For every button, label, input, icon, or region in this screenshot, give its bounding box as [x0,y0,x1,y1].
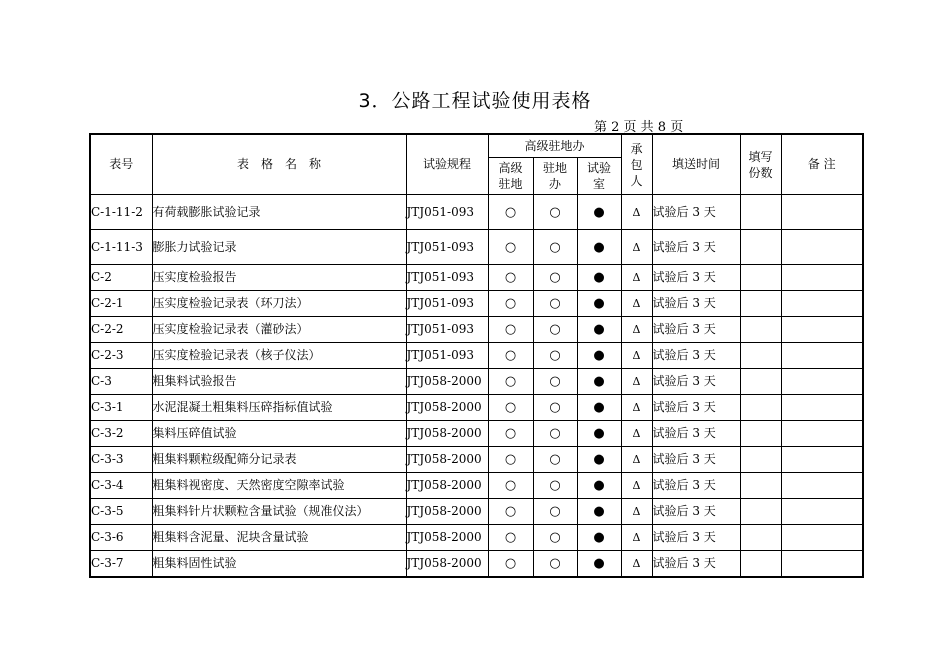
resident-office-mark: ○ [533,473,577,499]
form-code: C-2-1 [90,291,152,317]
senior-resident-mark: ○ [488,369,533,395]
senior-resident-mark: ○ [488,195,533,230]
resident-office-mark: ○ [533,499,577,525]
test-spec: JTJ058-2000 [406,525,488,551]
laboratory-mark: ● [577,230,621,265]
remark [781,317,863,343]
remark [781,395,863,421]
submit-time: 试验后 3 天 [652,317,740,343]
submit-time: 试验后 3 天 [652,395,740,421]
laboratory-mark: ● [577,395,621,421]
resident-office-mark: ○ [533,195,577,230]
resident-office-mark: ○ [533,551,577,578]
submit-time: 试验后 3 天 [652,343,740,369]
header-sub1-line2: 驻地 [498,177,523,191]
submit-time: 试验后 3 天 [652,195,740,230]
form-name: 压实度检验记录表（环刀法） [152,291,406,317]
form-name: 粗集料含泥量、泥块含量试验 [152,525,406,551]
table-row [90,525,863,551]
copies [740,447,781,473]
copies [740,421,781,447]
laboratory-mark: ● [577,473,621,499]
header-sub3-line1: 试验 [587,161,612,175]
senior-resident-mark: ○ [488,473,533,499]
header-group-resident-office: 高级驻地办 [488,134,621,158]
test-spec: JTJ051-093 [406,265,488,291]
header-contractor-2: 包 [630,157,643,172]
test-spec: JTJ051-093 [406,230,488,265]
form-code: C-3-2 [90,421,152,447]
page-number-info: 第 2 页 共 8 页 [594,120,684,135]
remark [781,369,863,395]
copies [740,473,781,499]
form-code: C-3-5 [90,499,152,525]
contractor-mark: Δ [621,317,652,343]
form-name: 压实度检验记录表（灌砂法） [152,317,406,343]
senior-resident-mark: ○ [488,421,533,447]
test-spec: JTJ058-2000 [406,551,488,578]
table-row [90,195,863,230]
contractor-mark: Δ [621,395,652,421]
page-title: 3．公路工程试验使用表格 [358,90,592,112]
form-name: 粗集料视密度、天然密度空隙率试验 [152,473,406,499]
remark [781,265,863,291]
laboratory-mark: ● [577,421,621,447]
senior-resident-mark: ○ [488,395,533,421]
resident-office-mark: ○ [533,447,577,473]
header-copies-line1: 填写 [748,149,773,164]
test-spec: JTJ058-2000 [406,395,488,421]
copies [740,525,781,551]
contractor-mark: Δ [621,369,652,395]
submit-time: 试验后 3 天 [652,369,740,395]
laboratory-mark: ● [577,291,621,317]
senior-resident-mark: ○ [488,499,533,525]
form-name: 压实度检验报告 [152,265,406,291]
test-spec: JTJ051-093 [406,291,488,317]
form-code: C-3 [90,369,152,395]
contractor-mark: Δ [621,525,652,551]
table-row [90,447,863,473]
form-code: C-3-1 [90,395,152,421]
header-contractor [621,134,652,195]
test-spec: JTJ058-2000 [406,421,488,447]
form-name: 水泥混凝土粗集料压碎指标值试验 [152,395,406,421]
test-spec: JTJ051-093 [406,317,488,343]
laboratory-mark: ● [577,447,621,473]
table-row [90,291,863,317]
resident-office-mark: ○ [533,395,577,421]
laboratory-mark: ● [577,369,621,395]
test-spec: JTJ051-093 [406,195,488,230]
table-row [90,343,863,369]
form-name: 膨胀力试验记录 [152,230,406,265]
form-name: 粗集料颗粒级配筛分记录表 [152,447,406,473]
senior-resident-mark: ○ [488,447,533,473]
copies [740,291,781,317]
form-name: 粗集料试验报告 [152,369,406,395]
copies [740,265,781,291]
form-code: C-2 [90,265,152,291]
laboratory-mark: ● [577,343,621,369]
contractor-mark: Δ [621,473,652,499]
resident-office-mark: ○ [533,317,577,343]
senior-resident-mark: ○ [488,551,533,578]
table-row [90,499,863,525]
laboratory-mark: ● [577,551,621,578]
senior-resident-mark: ○ [488,525,533,551]
header-senior-resident [488,158,533,195]
form-name: 粗集料固性试验 [152,551,406,578]
submit-time: 试验后 3 天 [652,291,740,317]
contractor-mark: Δ [621,421,652,447]
test-spec: JTJ058-2000 [406,447,488,473]
laboratory-mark: ● [577,317,621,343]
laboratory-mark: ● [577,265,621,291]
table-row [90,551,863,578]
copies [740,395,781,421]
copies [740,551,781,578]
form-code: C-1-11-2 [90,195,152,230]
contractor-mark: Δ [621,265,652,291]
form-name: 粗集料针片状颗粒含量试验（规准仪法） [152,499,406,525]
senior-resident-mark: ○ [488,265,533,291]
table-row [90,421,863,447]
table-row [90,369,863,395]
table-row [90,473,863,499]
laboratory-mark: ● [577,499,621,525]
contractor-mark: Δ [621,343,652,369]
form-code: C-2-3 [90,343,152,369]
laboratory-mark: ● [577,195,621,230]
contractor-mark: Δ [621,195,652,230]
form-code: C-3-6 [90,525,152,551]
copies [740,195,781,230]
copies [740,343,781,369]
form-name: 集料压碎值试验 [152,421,406,447]
submit-time: 试验后 3 天 [652,473,740,499]
form-code: C-3-4 [90,473,152,499]
remark [781,291,863,317]
resident-office-mark: ○ [533,343,577,369]
remark [781,525,863,551]
form-code: C-3-3 [90,447,152,473]
table-body [90,195,863,578]
form-name: 压实度检验记录表（核子仪法） [152,343,406,369]
contractor-mark: Δ [621,551,652,578]
header-contractor-3: 人 [630,173,643,188]
remark [781,499,863,525]
test-spec: JTJ058-2000 [406,499,488,525]
copies [740,369,781,395]
resident-office-mark: ○ [533,421,577,447]
form-name: 有荷载膨胀试验记录 [152,195,406,230]
copies [740,317,781,343]
header-copies-line2: 份数 [748,165,773,180]
submit-time: 试验后 3 天 [652,265,740,291]
remark [781,230,863,265]
header-time: 填送时间 [652,134,740,195]
header-name: 表 格 名 称 [152,134,406,195]
remark [781,421,863,447]
form-code: C-1-11-3 [90,230,152,265]
submit-time: 试验后 3 天 [652,421,740,447]
resident-office-mark: ○ [533,525,577,551]
header-contractor-1: 承 [630,141,643,156]
header-code: 表号 [90,134,152,195]
header-copies [740,134,781,195]
header-laboratory [577,158,621,195]
contractor-mark: Δ [621,230,652,265]
header-sub2-line2: 办 [548,177,561,191]
header-sub3-line2: 室 [593,177,606,191]
resident-office-mark: ○ [533,369,577,395]
form-code: C-2-2 [90,317,152,343]
header-resident-office [533,158,577,195]
contractor-mark: Δ [621,291,652,317]
remark [781,195,863,230]
header-spec: 试验规程 [406,134,488,195]
copies [740,230,781,265]
remark [781,447,863,473]
resident-office-mark: ○ [533,265,577,291]
contractor-mark: Δ [621,447,652,473]
copies [740,499,781,525]
laboratory-mark: ● [577,525,621,551]
senior-resident-mark: ○ [488,230,533,265]
remark [781,473,863,499]
contractor-mark: Δ [621,499,652,525]
senior-resident-mark: ○ [488,343,533,369]
submit-time: 试验后 3 天 [652,551,740,578]
form-code: C-3-7 [90,551,152,578]
submit-time: 试验后 3 天 [652,230,740,265]
header-sub2-line1: 驻地 [542,161,567,175]
resident-office-mark: ○ [533,291,577,317]
remark [781,551,863,578]
remark [781,343,863,369]
table-row [90,317,863,343]
submit-time: 试验后 3 天 [652,447,740,473]
header-sub1-line1: 高级 [498,161,523,175]
test-forms-table [89,133,864,578]
table-row [90,230,863,265]
senior-resident-mark: ○ [488,317,533,343]
header-remark: 备 注 [781,134,863,195]
senior-resident-mark: ○ [488,291,533,317]
submit-time: 试验后 3 天 [652,525,740,551]
test-spec: JTJ058-2000 [406,369,488,395]
test-spec: JTJ051-093 [406,343,488,369]
resident-office-mark: ○ [533,230,577,265]
table-row [90,395,863,421]
submit-time: 试验后 3 天 [652,499,740,525]
table-row [90,265,863,291]
test-spec: JTJ058-2000 [406,473,488,499]
